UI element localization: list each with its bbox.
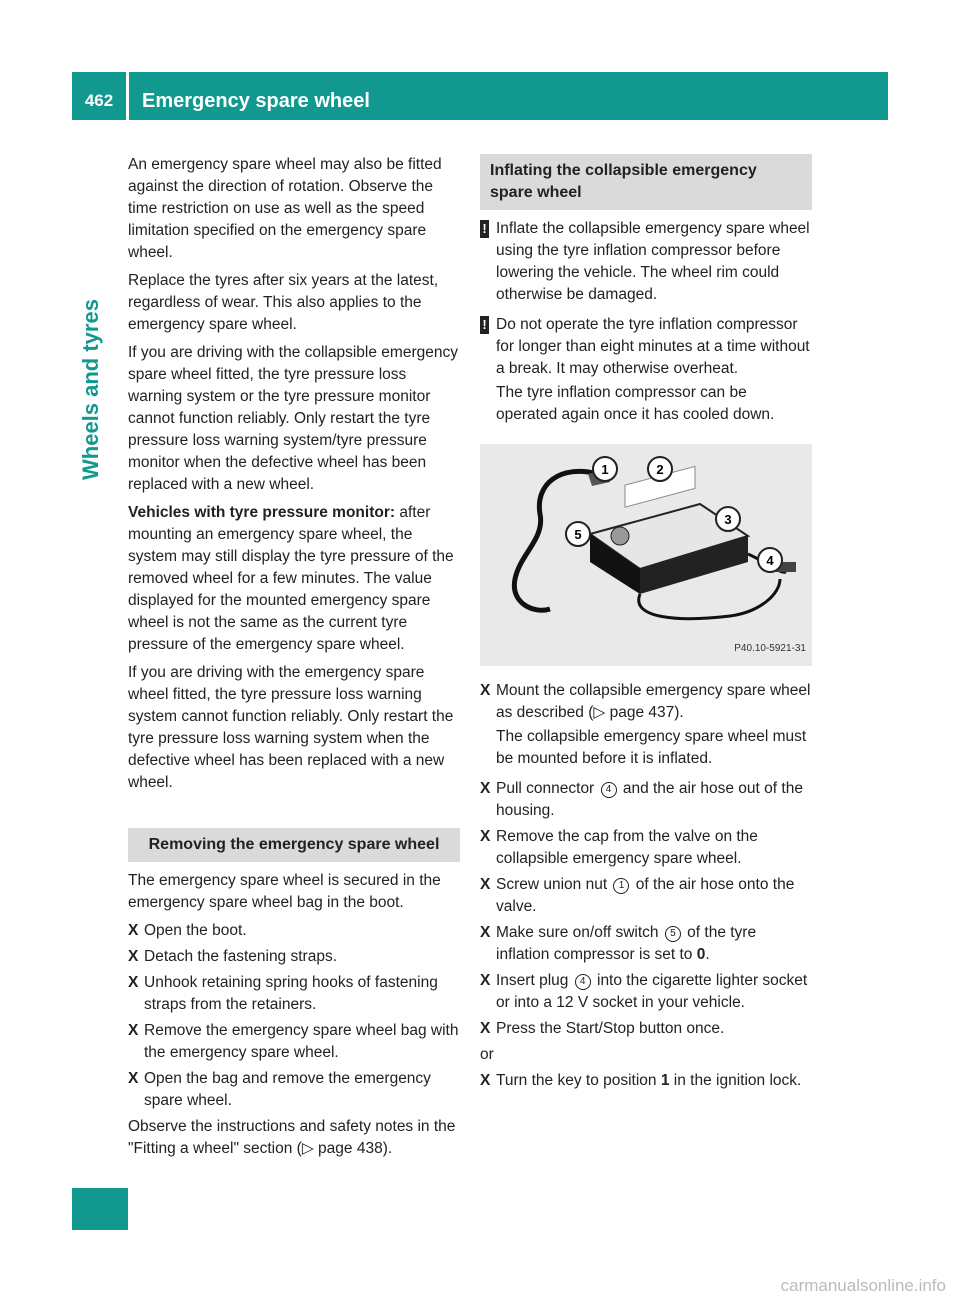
step-marker-icon: X bbox=[480, 1072, 491, 1089]
watermark: carmanualsonline.info bbox=[780, 1276, 946, 1295]
callout-label: 1 bbox=[601, 462, 609, 477]
step-item: X Open the bag and remove the emergency spare wheel. bbox=[128, 1070, 431, 1109]
paragraph bbox=[128, 502, 460, 656]
callout-ref: 5 bbox=[665, 926, 681, 942]
step-item: X Remove the cap from the valve on the collapsible emergency spare wheel. bbox=[480, 828, 758, 867]
page-header bbox=[72, 72, 888, 120]
page-title: Emergency spare wheel bbox=[142, 90, 370, 112]
step-marker-icon: X bbox=[480, 1020, 491, 1037]
paragraph: The emergency spare wheel is secured in the emergency spare wheel bag in the boot. bbox=[128, 872, 441, 911]
step-marker-icon: X bbox=[128, 1070, 139, 1087]
page-number: 462 bbox=[84, 91, 114, 110]
right-column bbox=[480, 154, 812, 1096]
step-marker-icon: X bbox=[128, 948, 139, 965]
step-marker-icon: X bbox=[480, 924, 491, 941]
step-marker-icon: X bbox=[128, 1022, 139, 1039]
callout-ref: 4 bbox=[601, 782, 617, 798]
step-marker-icon: X bbox=[480, 682, 491, 699]
paragraph: If you are driving with the collapsible emergency spare wheel fitted, the tyre pressure loss warning system or the tyre pressure monitor cannot function reliably. Only restart the tyre pressure loss warning system/tyre pressure monitor when the defective wheel has been replaced with a new wheel. bbox=[128, 344, 458, 493]
step-marker-icon: X bbox=[480, 828, 491, 845]
step-item: X Open the boot. bbox=[128, 920, 460, 942]
callout-ref: 4 bbox=[575, 974, 591, 990]
callout-label: 4 bbox=[766, 553, 774, 568]
chapter-label: Wheels and tyres bbox=[78, 299, 103, 480]
callout-label: 2 bbox=[656, 462, 664, 477]
warning-note: ! Inflate the collapsible emergency spare wheel using the tyre inflation compressor before lowering the vehicle. The wheel rim could otherwise be damaged. bbox=[480, 218, 812, 306]
paragraph: Replace the tyres after six years at the latest, regardless of wear. This also applies to the emergency spare wheel. bbox=[128, 272, 439, 333]
paragraph: Observe the instructions and safety notes in the "Fitting a wheel" section (▷ page 438). bbox=[128, 1118, 456, 1157]
step-marker-icon: X bbox=[480, 972, 491, 989]
callout-ref: 1 bbox=[613, 878, 629, 894]
callout-label: 3 bbox=[724, 512, 732, 527]
or-text: or bbox=[480, 1046, 494, 1063]
compressor-figure bbox=[480, 444, 812, 666]
warning-note: ! Do not operate the tyre inflation compressor for longer than eight minutes at a time without a break. It may otherwise overheat. The tyre inflation compressor can be operated again once it has cooled down. bbox=[480, 314, 812, 426]
step-item: X Pull connector 4 and the air hose out of the housing. bbox=[480, 780, 803, 819]
warning-icon: ! bbox=[480, 316, 489, 334]
left-column bbox=[128, 154, 460, 1166]
chapter-tab bbox=[72, 1188, 128, 1230]
callout-label: 5 bbox=[574, 527, 582, 542]
step-item: X Press the Start/Stop button once. bbox=[480, 1018, 812, 1040]
step-item: X Mount the collapsible emergency spare wheel as described (▷ page 437). The collapsible emergency spare wheel must be mounted before it is inflated. bbox=[480, 680, 812, 770]
step-marker-icon: X bbox=[128, 974, 139, 991]
step-item: X Insert plug 4 into the cigarette lighter socket or into a 12 V socket in your vehicle. bbox=[480, 972, 808, 1011]
section-heading: Removing the emergency spare wheel bbox=[128, 828, 460, 862]
step-item: X Unhook retaining spring hooks of fastening straps from the retainers. bbox=[128, 974, 438, 1013]
step-item: X Detach the fastening straps. bbox=[128, 946, 460, 968]
step-item: X Make sure on/off switch 5 of the tyre inflation compressor is set to 0. bbox=[480, 924, 757, 963]
step-subtext: The collapsible emergency spare wheel must be mounted before it is inflated. bbox=[496, 728, 807, 767]
step-item: X Screw union nut 1 of the air hose onto the valve. bbox=[480, 876, 795, 915]
paragraph: An emergency spare wheel may also be fitted against the direction of rotation. Observe the time restriction on use as well as the speed limitation specified on the emergency spare wheel. bbox=[128, 156, 442, 261]
warning-icon: ! bbox=[480, 220, 489, 238]
warning-subtext: The tyre inflation compressor can be operated again once it has cooled down. bbox=[496, 384, 775, 423]
compressor-illustration bbox=[480, 444, 812, 666]
paragraph: If you are driving with the emergency spare wheel fitted, the tyre pressure loss warning system cannot function reliably. Only restart the tyre pressure loss warning system when the defective wheel has been replaced with a new wheel. bbox=[128, 664, 454, 791]
step-item: X Remove the emergency spare wheel bag with the emergency spare wheel. bbox=[128, 1022, 459, 1061]
step-item: X Turn the key to position 1 in the ignition lock. bbox=[480, 1070, 812, 1092]
section-heading: Inflating the collapsible emergency spare wheel bbox=[480, 154, 812, 210]
step-marker-icon: X bbox=[128, 922, 139, 939]
bold-lead: Vehicles with tyre pressure monitor: bbox=[128, 504, 396, 521]
header-divider bbox=[126, 72, 129, 120]
step-marker-icon: X bbox=[480, 876, 491, 893]
step-marker-icon: X bbox=[480, 780, 491, 797]
paragraph-text: after mounting an emergency spare wheel, the system may still display the tyre pressure of the removed wheel for a few minutes. The value displayed for the mounted emergency spare wheel is not the same as the current tyre pressure of the emergency spare wheel. bbox=[128, 504, 454, 653]
figure-code: P40.10-5921-31 bbox=[734, 643, 806, 654]
